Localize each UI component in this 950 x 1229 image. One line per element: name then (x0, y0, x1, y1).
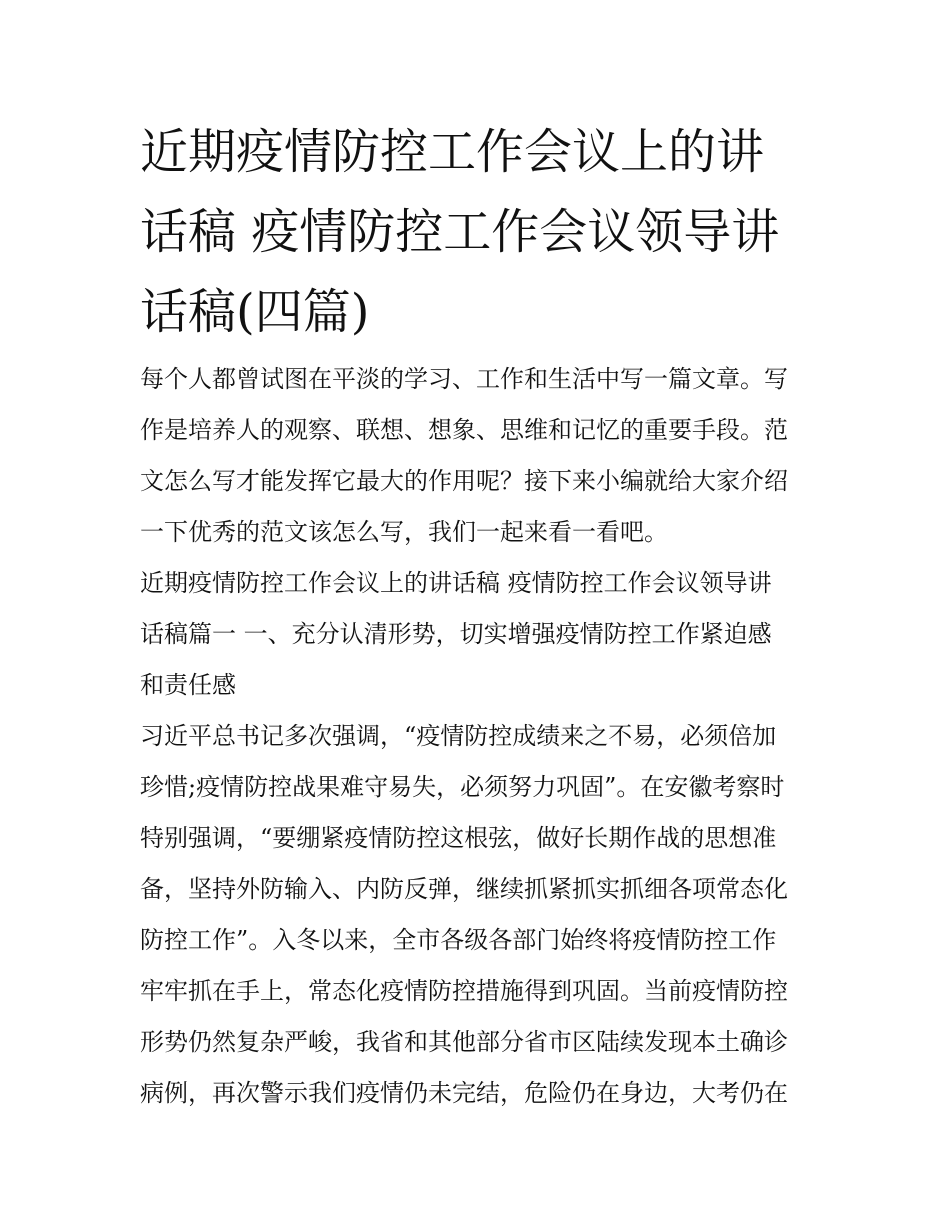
intro-paragraph (140, 354, 812, 558)
paragraph-line: 特别强调，“要绷紧疫情防控这根弦，做好长期作战的思想准 (140, 824, 777, 852)
title-line: 近期疫情防控工作会议上的讲 (140, 124, 765, 180)
title-line: 话稿(四篇) (140, 284, 370, 340)
document-page (140, 112, 812, 1119)
paragraph-line: 每个人都曾试图在平淡的学习、工作和生活中写一篇文章。写 (140, 365, 788, 393)
title-line: 话稿 疫情防控工作会议领导讲 (140, 204, 780, 260)
paragraph-line: 病例，再次警示我们疫情仍未完结，危险仍在身边，大考仍在 (140, 1079, 788, 1107)
paragraph-line: 近期疫情防控工作会议上的讲话稿 疫情防控工作会议领导讲 (140, 569, 772, 597)
paragraph-line: 一下优秀的范文该怎么写，我们一起来看一看吧。 (140, 518, 668, 546)
paragraph-line: 文怎么写才能发挥它最大的作用呢？接下来小编就给大家介绍 (140, 467, 788, 495)
paragraph-line: 备，坚持外防输入、内防反弹，继续抓紧抓实抓细各项常态化 (140, 875, 788, 903)
paragraph-line: 珍惜;疫情防控战果难守易失，必须努力巩固”。在安徽考察时 (140, 773, 785, 801)
paragraph-line: 牢牢抓在手上，常态化疫情防控措施得到巩固。当前疫情防控 (140, 977, 788, 1005)
paragraph-line: 防控工作”。入冬以来，全市各级各部门始终将疫情防控工作 (140, 926, 777, 954)
paragraph-line: 话稿篇一 一、充分认清形势，切实增强疫情防控工作紧迫感 (140, 620, 772, 648)
paragraph-line: 作是培养人的观察、联想、想象、思维和记忆的重要手段。范 (140, 416, 788, 444)
paragraph-line: 习近平总书记多次强调，“疫情防控成绩来之不易，必须倍加 (140, 722, 777, 750)
paragraph-line: 形势仍然复杂严峻，我省和其他部分省市区陆续发现本土确诊 (140, 1028, 788, 1056)
section-heading-paragraph (140, 558, 812, 711)
paragraph-line: 和责任感 (140, 671, 236, 699)
document-title (140, 112, 812, 352)
body-paragraph (140, 711, 812, 1119)
